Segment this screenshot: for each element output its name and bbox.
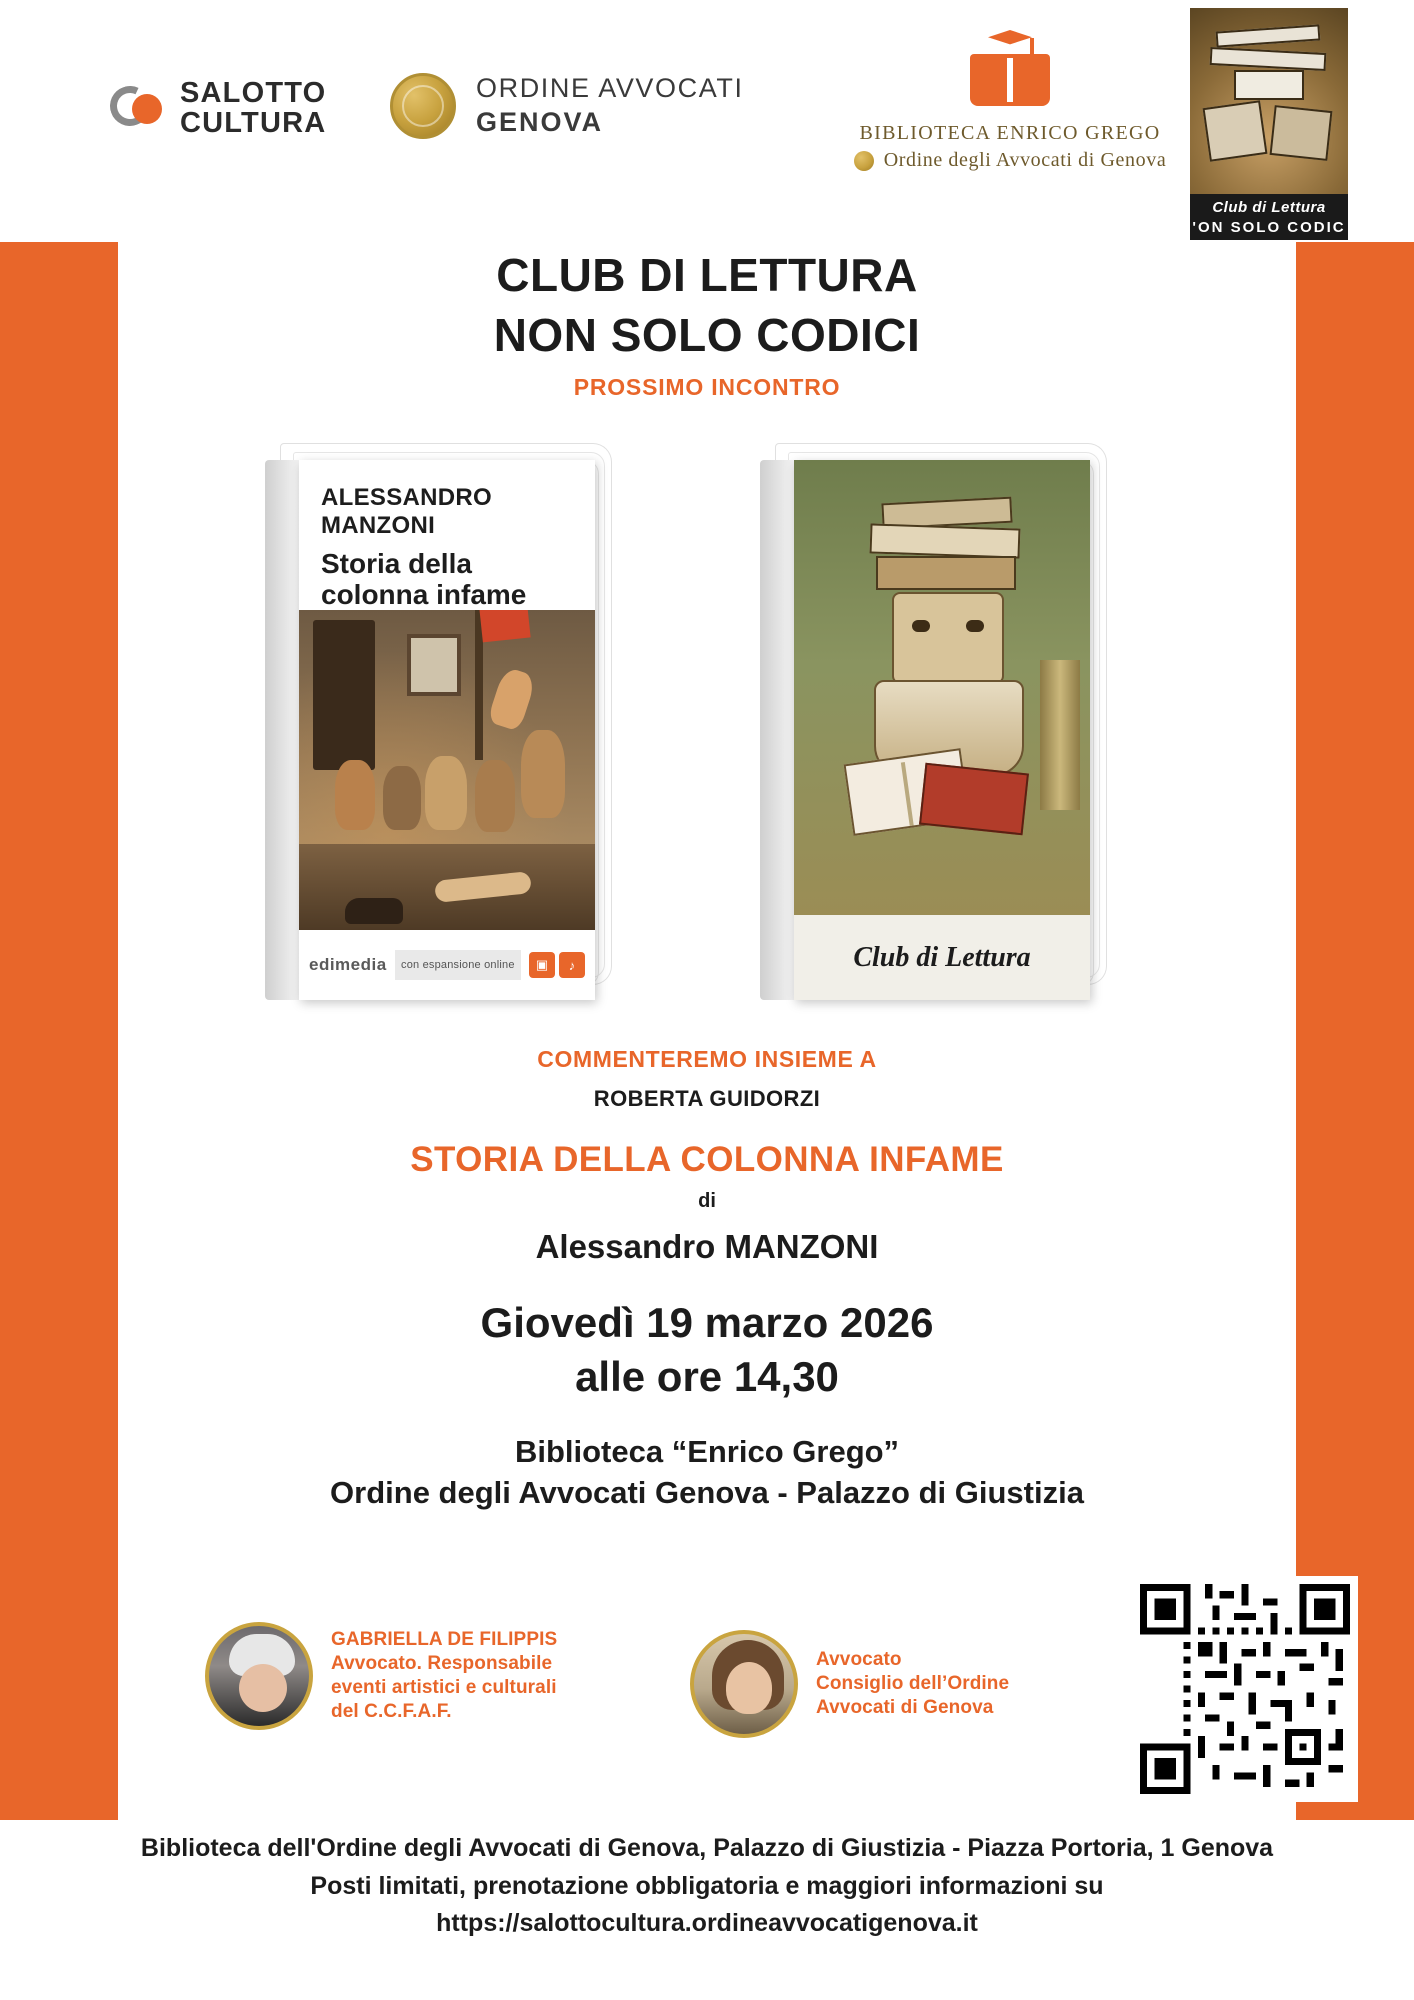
- featured-book-author: Alessandro MANZONI: [535, 1228, 879, 1265]
- featured-book-title: STORIA DELLA COLONNA INFAME: [410, 1140, 1004, 1179]
- book1-publisher: edimedia: [309, 955, 387, 974]
- book1-spine: [265, 460, 299, 1000]
- camera-icon: ▣: [529, 952, 555, 978]
- qr-code-container[interactable]: [1132, 1576, 1358, 1802]
- venue-line2: Ordine degli Avvocati Genova - Palazzo di Giustizia: [330, 1474, 1084, 1510]
- book1-title-line1: Storia della: [321, 548, 472, 579]
- event-date: [0, 1296, 1414, 1404]
- book1-cover-artwork: [299, 610, 595, 930]
- footer-line2: Posti limitati, prenotazione obbligatoria e maggiori informazioni su: [310, 1871, 1104, 1900]
- title-line2: NON SOLO CODICI: [493, 308, 921, 361]
- book2-caption: Club di Lettura: [853, 941, 1031, 973]
- book1-title-line2: colonna infame: [321, 579, 527, 611]
- ordine-line1: ORDINE AVVOCATI: [476, 73, 744, 103]
- speaker-card-1: [205, 1622, 557, 1730]
- speaker-1-role-line3: del C.C.F.A.F.: [331, 1700, 452, 1722]
- avatar: [690, 1630, 798, 1738]
- relatore-name: ROBERTA GUIDORZI: [593, 1086, 821, 1111]
- ordine-line2: GENOVA: [476, 106, 604, 137]
- footer-info: [0, 1830, 1414, 1943]
- page-title: [0, 246, 1414, 366]
- speaker-2-name: Avvocato: [816, 1649, 902, 1671]
- book-graduation-icon: [962, 28, 1058, 114]
- salotto-line1: SALOTTO: [180, 77, 327, 109]
- book-cover-club: [760, 460, 1090, 1000]
- biblioteca-line2: Ordine degli Avvocati di Genova: [883, 149, 1167, 171]
- speaker-1-name: GABRIELLA DE FILIPPIS: [331, 1629, 558, 1651]
- seal-dot-icon: [854, 151, 874, 171]
- book1-cover-text: [299, 460, 595, 610]
- club-badge-line2: 'ON SOLO CODIC: [1192, 219, 1346, 237]
- venue-line1: Biblioteca “Enrico Grego”: [514, 1434, 900, 1469]
- speaker-1-role-line2: eventi artistici e culturali: [331, 1677, 557, 1698]
- biblioteca-line1: BIBLIOTECA ENRICO GREGO: [859, 122, 1161, 144]
- salotto-line2: CULTURA: [180, 107, 327, 140]
- book2-cover: [794, 460, 1090, 1000]
- book1-strip-label: con espansione online: [395, 950, 521, 980]
- title-line1: CLUB DI LETTURA: [496, 249, 918, 301]
- book-cover-manzoni: [265, 460, 595, 1000]
- book1-cover: [299, 460, 595, 1000]
- club-badge-line1: Club di Lettura: [1212, 199, 1326, 216]
- event-date-line1: Giovedì 19 marzo 2026: [480, 1299, 934, 1346]
- page-subtitle: PROSSIMO INCONTRO: [573, 374, 841, 400]
- book2-caption-box: [794, 915, 1090, 1000]
- ordine-avvocati-label: [476, 72, 744, 140]
- speaker-1-role-line1: Avvocato. Responsabile: [331, 1653, 553, 1675]
- book1-title: [321, 548, 573, 611]
- ordine-avvocati-seal-icon: [390, 73, 456, 139]
- header-logos: [0, 0, 1414, 242]
- speaker-2-role-line2: Avvocati di Genova: [816, 1696, 994, 1718]
- event-time-line: alle ore 14,30: [575, 1352, 839, 1400]
- salotto-cultura-logo-icon: [110, 80, 166, 136]
- club-badge-artwork: [1190, 8, 1348, 194]
- music-note-icon: ♪: [559, 952, 585, 978]
- salotto-cultura-label: [180, 78, 326, 138]
- logo-biblioteca-grego: [830, 28, 1190, 172]
- club-badge-label: [1190, 194, 1348, 240]
- footer-line1: Biblioteca dell'Ordine degli Avvocati di Genova, Palazzo di Giustizia - Piazza Portoria, 1 Genova: [140, 1834, 1274, 1862]
- event-venue: [0, 1432, 1414, 1514]
- book1-cover-footer: [299, 930, 595, 1000]
- biblioteca-line2-row: [830, 149, 1190, 172]
- book2-spine: [760, 460, 794, 1000]
- di-label: di: [698, 1190, 716, 1212]
- commenteremo-label: COMMENTEREMO INSIEME A: [537, 1046, 877, 1072]
- qr-code[interactable]: [1140, 1584, 1350, 1794]
- speaker-card-2: [690, 1630, 1009, 1738]
- book1-media-icons: [529, 952, 585, 978]
- speaker-1-text: [331, 1628, 557, 1724]
- book-covers: [0, 430, 1414, 1030]
- speaker-2-role-line1: Consiglio dell’Ordine: [816, 1673, 1010, 1695]
- avatar: [205, 1622, 313, 1730]
- book2-cover-artwork: [794, 460, 1090, 915]
- footer-website-link[interactable]: https://salottocultura.ordineavvocatigenova.it: [436, 1909, 978, 1937]
- club-lettura-badge: [1190, 8, 1348, 240]
- speaker-2-text: [816, 1648, 1009, 1720]
- logo-ordine-avvocati: [390, 72, 744, 140]
- logo-salotto-cultura: [110, 78, 326, 138]
- book1-author: ALESSANDRO MANZONI: [321, 484, 493, 539]
